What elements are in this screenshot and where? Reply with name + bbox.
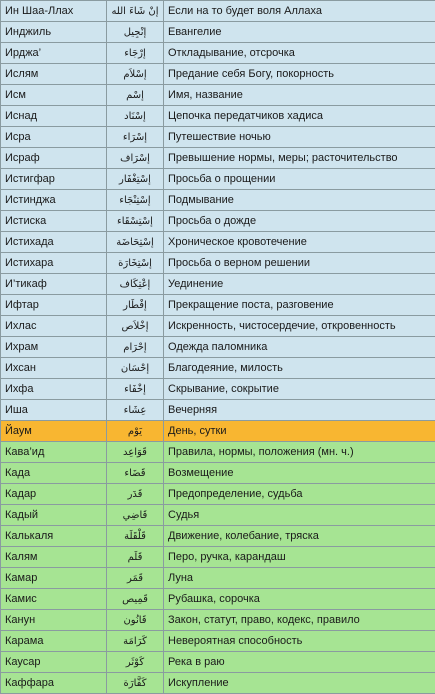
arabic-cell: قَضَاء [107, 463, 164, 484]
arabic-cell: إسْنَاد [107, 106, 164, 127]
table-row [1, 190, 435, 211]
arabic-cell: إسْلاَم [107, 64, 164, 85]
arabic-cell: إسْم [107, 85, 164, 106]
meaning-cell: Судья [164, 505, 435, 526]
term-cell: Када [1, 463, 107, 484]
term-cell: Каффара [1, 673, 107, 694]
meaning-cell: Рубашка, сорочка [164, 589, 435, 610]
term-cell: Истихада [1, 232, 107, 253]
table-row [1, 295, 435, 316]
arabic-cell: إسْتِنْجَاء [107, 190, 164, 211]
table-row [1, 484, 435, 505]
meaning-cell: Одежда паломника [164, 337, 435, 358]
table-row [1, 400, 435, 421]
table-row [1, 610, 435, 631]
table-row [1, 43, 435, 64]
meaning-cell: Луна [164, 568, 435, 589]
term-cell: Каусар [1, 652, 107, 673]
arabic-cell: إسْتِغْفَار [107, 169, 164, 190]
term-cell: Кадар [1, 484, 107, 505]
meaning-cell: Цепочка передатчиков хадиса [164, 106, 435, 127]
term-cell: Исраф [1, 148, 107, 169]
table-row [1, 631, 435, 652]
meaning-cell: Подмывание [164, 190, 435, 211]
table-row [1, 148, 435, 169]
meaning-cell: Правила, нормы, положения (мн. ч.) [164, 442, 435, 463]
meaning-cell: Закон, статут, право, кодекс, правило [164, 610, 435, 631]
term-cell: Ихлас [1, 316, 107, 337]
meaning-cell: День, сутки [164, 421, 435, 442]
term-cell: Ислям [1, 64, 107, 85]
table-row [1, 169, 435, 190]
table-row [1, 379, 435, 400]
term-cell: Кава’ид [1, 442, 107, 463]
arabic-cell: إخْفَاء [107, 379, 164, 400]
meaning-cell: Предопределение, судьба [164, 484, 435, 505]
meaning-cell: Если на то будет воля Аллаха [164, 1, 435, 22]
meaning-cell: Искупление [164, 673, 435, 694]
meaning-cell: Просьба о верном решении [164, 253, 435, 274]
arabic-cell: قَانُون [107, 610, 164, 631]
arabic-cell: كَرَامَة [107, 631, 164, 652]
table-row [1, 463, 435, 484]
meaning-cell: Невероятная способность [164, 631, 435, 652]
arabic-cell: قَلْقَلَة [107, 526, 164, 547]
table-row [1, 526, 435, 547]
arabic-cell: قَوَاعِد [107, 442, 164, 463]
meaning-cell: Имя, название [164, 85, 435, 106]
arabic-cell: كَوْثَر [107, 652, 164, 673]
meaning-cell: Откладывание, отсрочка [164, 43, 435, 64]
meaning-cell: Искренность, чистосердечие, откровенность [164, 316, 435, 337]
arabic-cell: إفْطَار [107, 295, 164, 316]
table-row [1, 589, 435, 610]
table-row [1, 652, 435, 673]
table-row [1, 211, 435, 232]
arabic-cell: إنْ شَاءَ الله [107, 1, 164, 22]
meaning-cell: Уединение [164, 274, 435, 295]
arabic-cell: كَفَّارَة [107, 673, 164, 694]
term-cell: Иша [1, 400, 107, 421]
meaning-cell: Вечерняя [164, 400, 435, 421]
term-cell: Ифтар [1, 295, 107, 316]
arabic-cell: قَمَر [107, 568, 164, 589]
term-cell: Ин Шаа-Ллах [1, 1, 107, 22]
table-row [1, 568, 435, 589]
table-row [1, 337, 435, 358]
arabic-cell: عِشَاء [107, 400, 164, 421]
arabic-cell: يَوْم [107, 421, 164, 442]
term-cell: Калькаля [1, 526, 107, 547]
arabic-cell: قَدَر [107, 484, 164, 505]
table-row [1, 505, 435, 526]
arabic-cell: إنْجِيل [107, 22, 164, 43]
term-cell: Канун [1, 610, 107, 631]
table-row [1, 316, 435, 337]
term-cell: Истигфар [1, 169, 107, 190]
term-cell: Истихара [1, 253, 107, 274]
arabic-cell: إخْلاَص [107, 316, 164, 337]
table-row [1, 442, 435, 463]
table-row [1, 64, 435, 85]
arabic-cell: إعْتِكَاف [107, 274, 164, 295]
meaning-cell: Перо, ручка, карандаш [164, 547, 435, 568]
table-row [1, 85, 435, 106]
arabic-cell: إحْرَام [107, 337, 164, 358]
term-cell: Ирджа’ [1, 43, 107, 64]
meaning-cell: Благодеяние, милость [164, 358, 435, 379]
arabic-cell: إحْسَان [107, 358, 164, 379]
term-cell: Калям [1, 547, 107, 568]
meaning-cell: Предание себя Богу, покорность [164, 64, 435, 85]
term-cell: Истиска [1, 211, 107, 232]
meaning-cell: Возмещение [164, 463, 435, 484]
meaning-cell: Превышение нормы, меры; расточительство [164, 148, 435, 169]
table-row [1, 1, 435, 22]
table-row [1, 22, 435, 43]
meaning-cell: Просьба о дожде [164, 211, 435, 232]
table-row [1, 232, 435, 253]
term-cell: Камис [1, 589, 107, 610]
meaning-cell: Хроническое кровотечение [164, 232, 435, 253]
term-cell: И’тикаф [1, 274, 107, 295]
meaning-cell: Прекращение поста, разговение [164, 295, 435, 316]
table-row [1, 253, 435, 274]
arabic-cell: إسْتِخَارَة [107, 253, 164, 274]
term-cell: Истинджа [1, 190, 107, 211]
arabic-cell: قَمِيص [107, 589, 164, 610]
glossary-body [1, 1, 435, 694]
term-cell: Ихрам [1, 337, 107, 358]
arabic-cell: إسْرَاف [107, 148, 164, 169]
arabic-cell: قَاضِي [107, 505, 164, 526]
meaning-cell: Путешествие ночью [164, 127, 435, 148]
table-row [1, 358, 435, 379]
term-cell: Иснад [1, 106, 107, 127]
arabic-cell: إسْتِحَاضَة [107, 232, 164, 253]
arabic-cell: إسْرَاء [107, 127, 164, 148]
term-cell: Йаум [1, 421, 107, 442]
highlighted-row [1, 421, 435, 442]
term-cell: Исра [1, 127, 107, 148]
term-cell: Ихфа [1, 379, 107, 400]
term-cell: Исм [1, 85, 107, 106]
term-cell: Инджиль [1, 22, 107, 43]
meaning-cell: Река в раю [164, 652, 435, 673]
table-row [1, 547, 435, 568]
table-row [1, 274, 435, 295]
table-row [1, 127, 435, 148]
arabic-cell: إرْجَاء [107, 43, 164, 64]
meaning-cell: Евангелие [164, 22, 435, 43]
table-row [1, 673, 435, 694]
arabic-cell: إسْتِسْقَاء [107, 211, 164, 232]
term-cell: Камар [1, 568, 107, 589]
meaning-cell: Движение, колебание, тряска [164, 526, 435, 547]
term-cell: Кадый [1, 505, 107, 526]
meaning-cell: Скрывание, сокрытие [164, 379, 435, 400]
table-row [1, 106, 435, 127]
meaning-cell: Просьба о прощении [164, 169, 435, 190]
term-cell: Карама [1, 631, 107, 652]
arabic-cell: قَلَم [107, 547, 164, 568]
term-cell: Ихсан [1, 358, 107, 379]
